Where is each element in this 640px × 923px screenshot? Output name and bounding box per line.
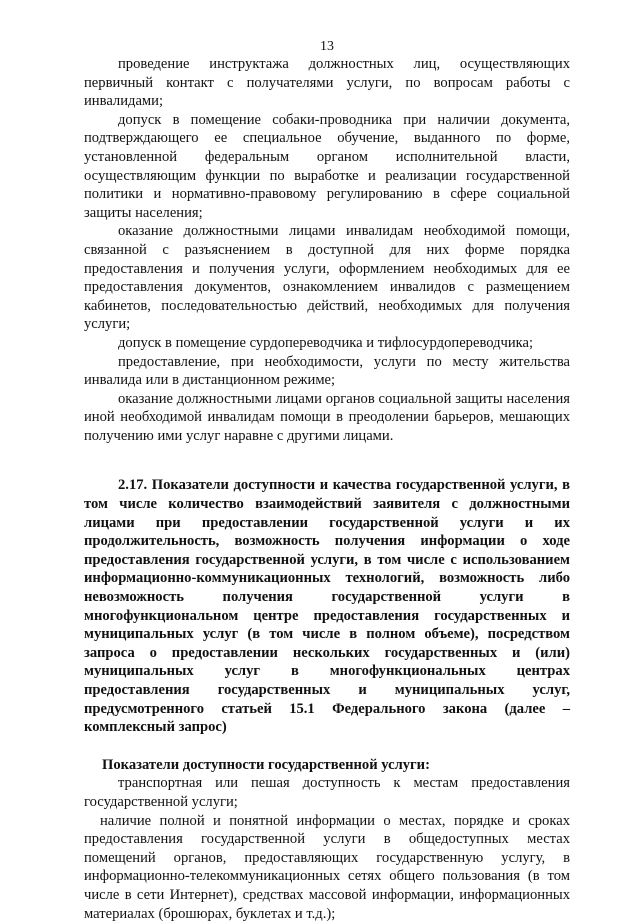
paragraph-information: наличие полной и понятной информации о местах, порядке и сроках предоставления государственной услуги в общедоступных местах помещений органов, предоставляющих государственную услугу, в информационно-телекоммуникационных сетях общего пользования (в том числе в сети Интернет), средствах массовой информации, информационных материалах (брошюрах, буклетах и т.д.); xyxy=(84,812,570,922)
paragraph-transport: транспортная или пешая доступность к местам предоставления государственной услуги; xyxy=(84,775,570,810)
paragraph-guide-dog: допуск в помещение собаки-проводника при наличии документа, подтверждающего ее специальное обучение, выданного по форме, установленной федеральным органом исполнительной власти, осуществляющим функции по выработке и реализации государственной политики и нормативно-правовому регулированию в сфере социальной защиты населения; xyxy=(84,111,570,221)
subheading-accessibility: Показатели доступности государственной услуги: xyxy=(102,756,430,773)
section-title-2-17: 2.17. Показатели доступности и качества государственной услуги, в том числе количество взаимодействий заявителя с должностными лицами при предоставлении государственной услуги и их продолжительность, возможность получения информации о ходе предоставления государственной услуги, в том числе с использованием информационно-коммуникационных технологий, возможность либо невозможность получения государственной услуги в многофункциональном центре предоставления государственных и муниципальных услуг (в том числе в полном объеме), посредством запроса о предоставлении нескольких государственных и (или) муниципальных услуг в многофункциональных центрах предоставления государственных и муниципальных услуг, предусмотренного статьей 15.1 Федерального закона (далее – комплексный запрос) xyxy=(84,477,570,736)
spacer xyxy=(84,445,570,476)
paragraph-sign-interpreter: допуск в помещение сурдопереводчика и тифлосурдопереводчика; xyxy=(118,334,534,351)
paragraph-other-help: оказание должностными лицами органов социальной защиты населения иной необходимой инвалидам помощи в преодолении барьеров, мешающих получению ими услуг наравне с другими лицами. xyxy=(84,390,570,444)
paragraph-home-service: предоставление, при необходимости, услуги по месту жительства инвалида или в дистанционном режиме; xyxy=(84,353,570,389)
paragraph-briefing: проведение инструктажа должностных лиц, осуществляющих первичный контакт с получателями услуги, по вопросам работы с инвалидами; xyxy=(84,56,570,110)
paragraph-assistance: оказание должностными лицами инвалидам необходимой помощи, связанной с разъяснением в доступной для них форме порядка предоставления и получения услуги, оформлением необходимых для ее предоставления документов, ознакомлением инвалидов с размещением кабинетов, последовательностью действий, необходимых для получения услуги; xyxy=(84,223,570,333)
document-page xyxy=(84,38,570,923)
page-number: 13 xyxy=(320,39,334,54)
spacer xyxy=(84,737,570,756)
